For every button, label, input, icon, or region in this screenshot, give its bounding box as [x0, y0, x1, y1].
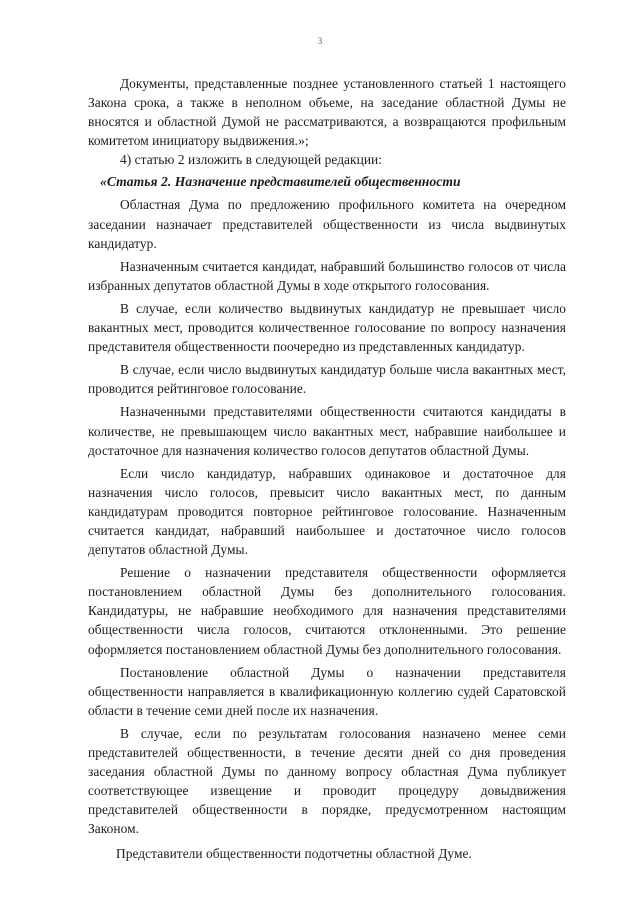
- paragraph: 4) статью 2 изложить в следующей редакции:: [120, 152, 383, 168]
- paragraph: Назначенными представителями общественности считаются кандидаты в количестве, не превышающем число вакантных мест, набравшие наибольшее и достаточное для назначения количество голосов депутатов областной Думы.: [88, 404, 566, 458]
- paragraph: Областная Дума по предложению профильного комитета на очередном заседании назначает представителей общественности из числа выдвинутых кандидатур.: [88, 197, 566, 251]
- paragraph: Если число кандидатур, набравших одинаковое и достаточное для назначения число голосов, превысит число вакантных мест, по данным кандидатурам проводится повторное рейтинговое голосование. Назначенным считается кандидат, набравший наибольшее и достаточное число голосов депутатов областной Думы.: [88, 465, 566, 558]
- paragraph: Документы, представленные позднее установленного статьей 1 настоящего Закона срока, а также в неполном объеме, на заседание областной Думы не вносятся и областной Думой не рассматриваются, а возвращаются профильным комитетом инициатору выдвижения.»;: [88, 76, 566, 149]
- paragraph: В случае, если по результатам голосования назначено менее семи представителей общественности, в течение десяти дней со дня проведения заседания областной Думы по данному вопросу областная Дума публикует соответствующее извещение и проводит процедуру довыдвижения представителей общественности в порядке, предусмотренном настоящим Законом.: [88, 725, 566, 837]
- paragraph: Решение о назначении представителя общественности оформляется постановлением областной Думы без дополнительного голосования. Кандидатуры, не набравшие необходимого для назначения представителями общественности числа голосов, считаются отклоненными. Это решение оформляется постановлением областной Думы без дополнительного голосования.: [88, 565, 566, 657]
- paragraph-last: Представители общественности подотчетны областной Думе.: [116, 846, 472, 862]
- paragraph: Назначенным считается кандидат, набравший большинство голосов от числа избранных депутатов областной Думы в ходе открытого голосования.: [88, 258, 566, 293]
- paragraph: В случае, если число выдвинутых кандидатур больше числа вакантных мест, проводится рейтинговое голосование.: [88, 362, 566, 397]
- page-number: 3: [317, 36, 323, 46]
- article-heading: «Статья 2. Назначение представителей общественности: [100, 174, 461, 190]
- paragraph: Постановление областной Думы о назначении представителя общественности направляется в квалификационную коллегию судей Саратовской области в течение семи дней после их назначения.: [88, 664, 566, 718]
- document-body: [88, 74, 566, 864]
- paragraph: В случае, если количество выдвинутых кандидатур не превышает число вакантных мест, проводится количественное голосование по вопросу назначения представителя общественности поочередно из представленных кандидатур.: [88, 300, 566, 355]
